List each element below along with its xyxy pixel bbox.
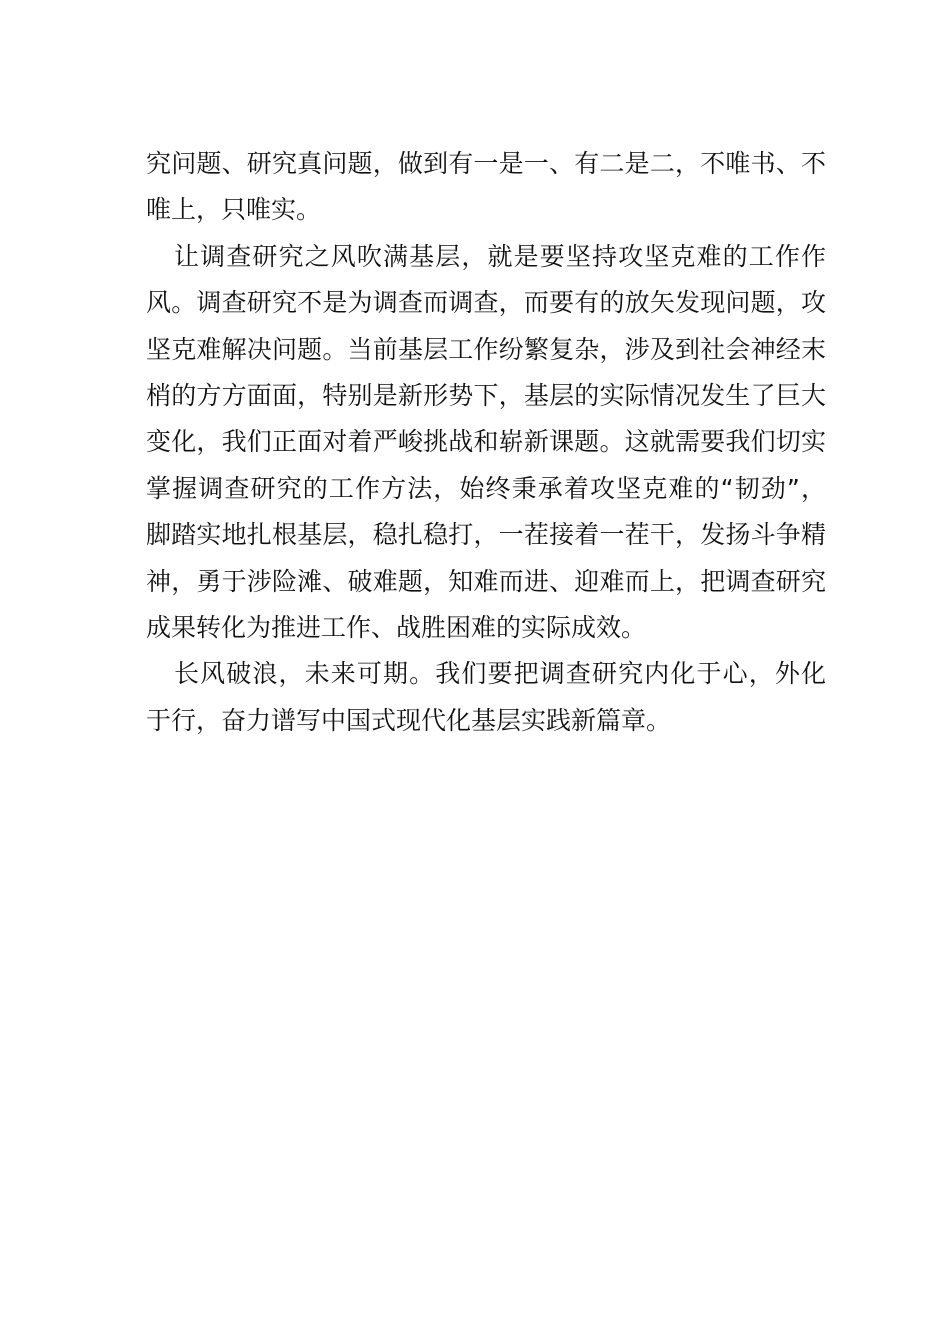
text-line: 神，勇于涉险滩、破难题，知难而进、迎难而上，把调查研究 <box>146 566 826 596</box>
text-line: 成果转化为推进工作、战胜困难的实际成效。 <box>146 612 647 642</box>
text-line: 坚克难解决问题。当前基层工作纷繁复杂，涉及到社会神经末 <box>146 334 826 364</box>
text-line: 让调查研究之风吹满基层，就是要坚持攻坚克难的工作作 <box>174 241 826 271</box>
text-line: 唯上，只唯实。 <box>146 195 322 225</box>
text-line: 究问题、研究真问题，做到有一是一、有二是二，不唯书、不 <box>146 149 826 178</box>
text-line: 掌握调查研究的工作方法，始终秉承着攻坚克难的“韧劲”， <box>146 473 826 503</box>
document-body <box>146 141 826 744</box>
text-line: 于行，奋力谱写中国式现代化基层实践新篇章。 <box>146 705 672 735</box>
text-line: 长风破浪，未来可期。我们要把调查研究内化于心，外化 <box>174 659 826 689</box>
text-line: 梢的方方面面，特别是新形势下，基层的实际情况发生了巨大 <box>146 380 826 410</box>
paragraph-conclusion <box>146 651 826 744</box>
text-line: 脚踏实地扎根基层，稳扎稳打，一茬接着一茬干，发扬斗争精 <box>146 520 826 550</box>
text-line: 变化，我们正面对着严峻挑战和崭新课题。这就需要我们切实 <box>146 427 826 457</box>
text-line: 风。调查研究不是为调查而调查，而要有的放矢发现问题，攻 <box>146 288 826 318</box>
paragraph-continued <box>146 141 826 234</box>
paragraph-work-style <box>146 234 826 652</box>
